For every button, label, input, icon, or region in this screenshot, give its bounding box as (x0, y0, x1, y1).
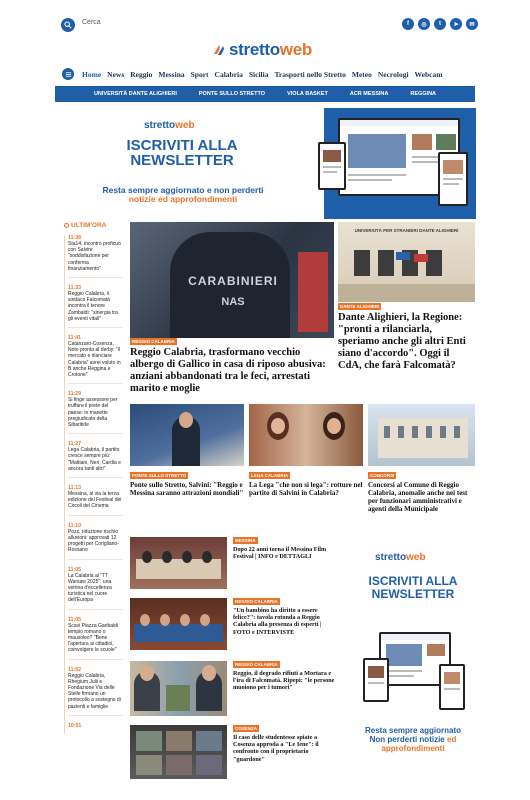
news-time: 10:51 (68, 722, 82, 729)
category-label[interactable]: REGGIO CALABRIA (235, 662, 278, 667)
twitter-icon[interactable]: t (434, 18, 446, 30)
headline[interactable]: "Un bambino ha diritto a essere felice?": tavola rotonda a Reggio Calabria alla presenza di esperti | FOTO e INTERVISTE (233, 607, 322, 636)
le-iene-photo[interactable] (130, 725, 227, 779)
headline[interactable]: Concorsi al Comune di Reggio Calabria, anomalie anche nei test per funzionari amministrativi e agenti della Municipale (368, 481, 468, 513)
hamburger-icon (65, 71, 72, 78)
list-item[interactable] (68, 391, 123, 434)
ultimora-list (64, 235, 123, 734)
headline[interactable]: Dopo 22 anni torna il Messina Film Festival | INFO e DETTAGLI (233, 546, 327, 561)
logo-text-accent: web (279, 40, 312, 59)
email-icon[interactable]: ✉ (466, 18, 478, 30)
news-text[interactable]: Pozz, riduzione rischio alluvioni: approvati 12 progetti per Corigliano-Rossano (68, 528, 119, 554)
list-item[interactable] (68, 235, 123, 278)
topic-bar (55, 86, 475, 102)
category-label[interactable]: LEGA CALABRIA (251, 473, 289, 478)
news-text[interactable]: Catanzaro-Cosenza, Noto pronto al derby: "il mercato e rilanciare Calabria" avrei voluto in B anche Reggina e Crotone" (68, 341, 121, 379)
news-time: 11:52 (68, 666, 81, 673)
search-input[interactable]: Cerca (82, 19, 101, 26)
building-text: UNIVERSITÀ PER STRANIERI DANTE ALIGHIERI (354, 228, 459, 233)
news-time: 11:27 (68, 441, 81, 448)
headline[interactable]: Dante Alighieri, la Regione: "pronti a rilanciarla, speriamo anche gli altri Enti siano d'accordo". Oggi il CdA, che farà Falcomatà? (338, 312, 466, 371)
ad-subtitle: Resta sempre aggiornato Non perderti notizie ed approfondimenti (364, 726, 462, 753)
topic-dante-alighieri[interactable]: UNIVERSITÀ DANTE ALIGHIERI (93, 91, 177, 97)
nav-news[interactable]: News (107, 69, 125, 79)
category-label[interactable]: CONCORSI (370, 473, 395, 478)
carabinieri-photo[interactable] (130, 222, 334, 338)
headline[interactable]: Ponte sullo Stretto, Salvini: "Reggio e Messina saranno attrazioni mondiali" (130, 481, 244, 497)
news-text[interactable]: La Calabria al "TT Warsaw 2025": una vetrina d'eccellenza turistica nel cuore dell'Europa (68, 572, 112, 604)
ad-logo: strettoweb (375, 552, 426, 563)
facebook-icon[interactable]: f (402, 18, 414, 30)
list-item[interactable] (68, 335, 123, 384)
search-button[interactable] (61, 18, 75, 32)
list-item[interactable] (68, 723, 123, 734)
degrado-rifiuti-photo[interactable] (130, 661, 227, 716)
logo-text: stretto (229, 40, 280, 59)
news-text[interactable]: Scavi Piazza Garibaldi tempio romano o mausoleo? "Bene l'apertura ai cittadini, coinvolgere le scuole" (68, 622, 119, 654)
news-time: 11:38 (68, 235, 81, 241)
nav-sicilia[interactable]: Sicilia (248, 69, 269, 79)
ad-devices-image (355, 628, 467, 718)
news-time: 11:33 (68, 285, 81, 292)
news-time: 11:13 (68, 485, 81, 492)
category-label[interactable]: PONTE SULLO STRETTO (132, 473, 187, 478)
headline[interactable]: Reggio, il degrado rifiuti a Mortara e l'ira di Falcomatà. Ripepi: "le persone muoiono per i tumori" (233, 670, 335, 692)
nav-trasporti[interactable]: Trasporti nello Stretto (274, 69, 346, 79)
news-text[interactable]: Si finge assessore per truffare il prete del paese: in manette pregiudicato della Sibaritide (68, 397, 118, 429)
telegram-icon[interactable]: ➤ (450, 18, 462, 30)
dante-alighieri-photo[interactable] (338, 222, 475, 302)
list-item[interactable] (68, 485, 123, 516)
news-text[interactable]: Reggio Calabria, Rhegium Julii e Fondazione Via delle Stelle firmano un protocollo a sostegno di pazienti e famiglie (68, 672, 121, 710)
clock-icon (64, 223, 69, 228)
vest-text: CARABINIERI (188, 274, 278, 288)
news-text[interactable]: Reggio Calabria, il sindaco Falcomatà incontra il tenore Zambaldi: "sinergia tra gli eventi vitali" (68, 291, 118, 322)
topic-acr-messina[interactable]: ACR MESSINA (349, 91, 389, 97)
news-time: 11:10 (68, 522, 81, 529)
menu-button[interactable] (62, 68, 74, 80)
instagram-icon[interactable]: ◎ (418, 18, 430, 30)
nav-meteo[interactable]: Meteo (351, 69, 372, 79)
news-time: 11:41 (68, 335, 81, 342)
nav-webcam[interactable]: Webcam (414, 69, 443, 79)
list-item[interactable] (68, 567, 123, 610)
list-item[interactable] (68, 617, 123, 660)
category-label[interactable]: REGGIO CALABRIA (132, 339, 175, 344)
vest-sub: NAS (221, 296, 245, 308)
banner-subtitle: Resta sempre aggiornato e non perderti notizie ed approfondimenti (102, 185, 264, 204)
tablet-screen (318, 142, 346, 190)
ad-title: ISCRIVITI ALLA NEWSLETTER (368, 574, 458, 601)
social-links (402, 18, 478, 30)
newsletter-sidebar-ad[interactable] (345, 530, 475, 785)
comune-photo[interactable] (368, 404, 475, 466)
news-time: 11:29 (68, 391, 81, 398)
nav-home[interactable]: Home (82, 69, 102, 79)
headline[interactable]: Reggio Calabria, trasformano vecchio albergo di Gallico in casa di riposo abusiva: anziani abbandonati tra le feci, arrestati marito e moglie (130, 347, 326, 394)
lega-photo[interactable] (249, 404, 363, 466)
nav-necrologi[interactable]: Necrologi (377, 69, 409, 79)
category-label[interactable]: REGGIO CALABRIA (235, 599, 278, 604)
nav-messina[interactable]: Messina (158, 69, 185, 79)
list-item[interactable] (68, 285, 123, 328)
news-time: 11:05 (68, 616, 81, 623)
tavola-rotonda-photo[interactable] (130, 598, 227, 650)
nav-calabria[interactable]: Calabria (214, 69, 243, 79)
category-label[interactable]: COSENZA (235, 726, 258, 731)
list-item[interactable] (68, 667, 123, 716)
newsletter-banner[interactable] (80, 108, 476, 219)
news-text[interactable]: Messina, al via la terza edizione del Festival dei Circoli del Cinema (68, 491, 122, 510)
phone-screen (438, 152, 468, 206)
list-item[interactable] (68, 441, 123, 478)
ultimora-title: ULTIM'ORA (64, 222, 123, 229)
film-festival-photo[interactable] (130, 537, 227, 589)
category-label[interactable]: DANTE ALIGHIERI (340, 304, 380, 309)
logo-mark-icon (212, 43, 226, 57)
news-text[interactable]: Lega Calabria, il partito cresce sempre più: "Mattiani, Neri, Cardia e ancora tanti altri" (68, 447, 121, 472)
category-label[interactable]: MESSINA (235, 538, 256, 543)
nav-reggio[interactable]: Reggio (130, 69, 153, 79)
ultimora-sidebar (55, 222, 123, 800)
nav-sport[interactable]: Sport (190, 69, 209, 79)
list-item[interactable] (68, 523, 123, 560)
search-icon (64, 21, 72, 29)
topic-reggina[interactable]: REGGINA (410, 91, 437, 97)
news-text[interactable]: Sta14, incontro proficuo con Salvini: "soddisfazione per conferma finanziamento" (68, 241, 121, 272)
topic-ponte-stretto[interactable]: PONTE SULLO STRETTO (198, 91, 266, 97)
headline[interactable]: Il caso delle studentesse spiate a Cosenza approda a "Le Iene": il confronto con il proprietario "guardone" (233, 734, 319, 763)
topic-viola-basket[interactable]: VIOLA BASKET (287, 91, 328, 97)
banner-devices-image (324, 108, 476, 219)
news-time: 11:05 (68, 566, 81, 573)
banner-title: ISCRIVITI ALLA NEWSLETTER (126, 137, 238, 169)
main-nav (55, 64, 475, 84)
site-logo[interactable] (212, 40, 312, 60)
salvini-photo[interactable] (130, 404, 244, 466)
headline[interactable]: La Lega "che non si lega": rotture nel partito di Salvini in Calabria? (249, 481, 363, 497)
banner-logo: strettoweb (144, 120, 195, 131)
